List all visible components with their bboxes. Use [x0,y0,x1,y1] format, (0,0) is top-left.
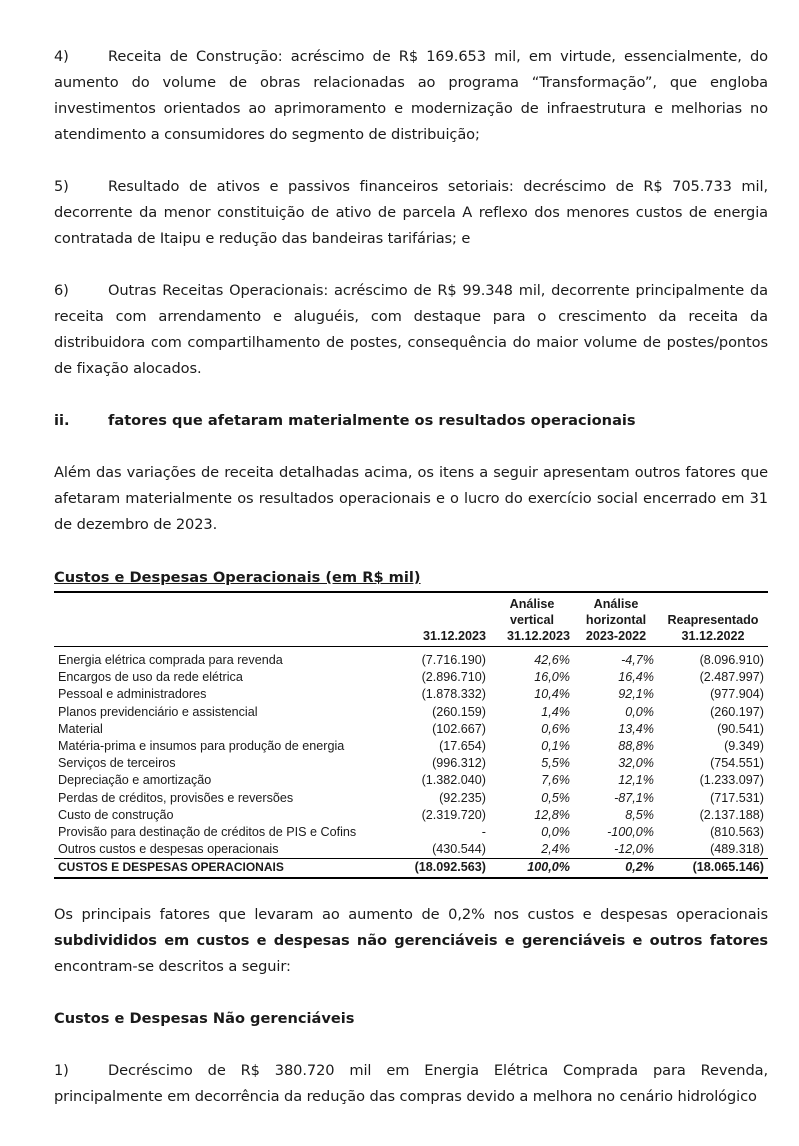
table-row [54,738,768,755]
paragraph-item-6 [54,278,768,382]
table-row [54,704,768,721]
value-2022: (1.233.097) [699,773,764,788]
horizontal-pct: 13,4% [618,721,654,736]
horizontal-pct: 0,0% [625,704,654,719]
total-vertical-pct: 100,0% [490,859,574,878]
value-2022: (260.197) [710,704,764,719]
document-page [54,44,768,1110]
header-vertical-analysis: Análise vertical 31.12.2023 [490,592,574,647]
horizontal-pct: -87,1% [614,790,654,805]
header-description [54,592,396,647]
row-label: Perdas de créditos, provisões e reversões [58,790,294,805]
row-label: Matéria-prima e insumos para produção de energia [58,739,345,754]
value-2023: (92.235) [439,790,486,805]
row-label: Material [58,721,103,736]
item-text: Outras Receitas Operacionais: acréscimo de R$ 99.348 mil, decorrente principalmente da receita com arrendamento e aluguéis, com destaque para o crescimento da receita da distribuidora com compartilhamento de postes, consequência do maior volume de postes/pontos de fixação alocados. [54,282,768,377]
total-value-2023: (18.092.563) [396,859,490,878]
value-2023: (2.319.720) [421,807,486,822]
table-row [54,669,768,686]
horizontal-pct: 92,1% [618,687,654,702]
row-label: Pessoal e administradores [58,687,207,702]
total-value-2022: (18.065.146) [658,859,768,878]
vertical-pct: 0,6% [541,721,570,736]
item-number: 4) [54,48,69,65]
row-label: Encargos de uso da rede elétrica [58,670,243,685]
intro-paragraph: Além das variações de receita detalhadas acima, os itens a seguir apresentam outros fatores que afetaram materialmente os resultados operacionais e o lucro do exercício social encerrado em 31 de dezembro de 2023. [54,464,768,533]
value-2022: (717.531) [710,790,764,805]
value-2023: (1.878.332) [421,687,486,702]
header-2023: 31.12.2023 [396,592,490,647]
paragraph-cost-item-1 [54,1058,768,1110]
section-heading [54,408,768,434]
bold-phrase: subdivididos em custos e despesas não gerenciáveis e gerenciáveis e outros fatores [54,931,768,949]
value-2023: (996.312) [432,756,486,771]
table-title: Custos e Despesas Operacionais (em R$ mil) [54,569,421,586]
item-number: 5) [54,178,69,195]
row-label: Provisão para destinação de créditos de PIS e Cofins [58,825,357,840]
table-row [54,755,768,772]
section-title: fatores que afetaram materialmente os resultados operacionais [108,412,636,429]
table-row [54,772,768,789]
horizontal-pct: -100,0% [607,825,654,840]
horizontal-pct: 32,0% [618,756,654,771]
sub-heading: Custos e Despesas Não gerenciáveis [54,1009,355,1027]
value-2022: (754.551) [710,756,764,771]
value-2022: (90.541) [717,721,764,736]
header-horizontal-analysis: Análise horizontal 2023-2022 [574,592,658,647]
vertical-pct: 42,6% [534,653,570,667]
value-2023: (430.544) [432,842,486,857]
value-2023: (2.896.710) [421,670,486,685]
paragraph-item-5 [54,174,768,252]
row-label: Energia elétrica comprada para revenda [58,653,283,667]
vertical-pct: 16,0% [534,670,570,685]
horizontal-pct: 16,4% [618,670,654,685]
vertical-pct: 0,0% [541,825,570,840]
table-row [54,824,768,841]
header-restated-2022: Reapresentado 31.12.2022 [658,592,768,647]
total-horizontal-pct: 0,2% [574,859,658,878]
item-text: Resultado de ativos e passivos financeiros setoriais: decréscimo de R$ 705.733 mil, decorrente da menor constituição de ativo de parcela A reflexo dos menores custos de energia contratada de Itaipu e redução das bandeiras tarifárias; e [54,178,768,247]
horizontal-pct: 12,1% [618,773,654,788]
table-header-row [54,592,768,647]
row-label: Serviços de terceiros [58,756,176,771]
paragraph-item-4 [54,44,768,148]
costs-table [54,591,768,879]
table-row [54,841,768,859]
value-2023: (1.382.040) [421,773,486,788]
row-label: Outros custos e despesas operacionais [58,842,279,857]
total-row-label: CUSTOS E DESPESAS OPERACIONAIS [54,859,396,878]
section-number: ii. [54,412,70,429]
vertical-pct: 7,6% [541,773,570,788]
value-2022: (2.137.188) [699,807,764,822]
item-number: 6) [54,282,69,299]
value-2023: (17.654) [439,739,486,754]
vertical-pct: 10,4% [534,687,570,702]
value-2022: (489.318) [710,842,764,857]
vertical-pct: 2,4% [541,842,570,857]
item-text: Decréscimo de R$ 380.720 mil em Energia Elétrica Comprada para Revenda, principalmente em decorrência da redução das compras devido a melhora no cenário hidrológico [54,1061,768,1105]
table-row [54,686,768,703]
value-2022: (9.349) [724,739,764,754]
value-2023: (102.667) [432,721,486,736]
item-text: Receita de Construção: acréscimo de R$ 169.653 mil, em virtude, essencialmente, do aumento do volume de obras relacionadas ao programa “Transformação”, que engloba investimentos orientados ao aprimoramento e modernização de infraestrutura e melhorias no atendimento a consumidores do segmento de distribuição; [54,48,768,143]
horizontal-pct: -4,7% [621,653,654,667]
vertical-pct: 5,5% [541,756,570,771]
value-2022: (977.904) [710,687,764,702]
row-label: Depreciação e amortização [58,773,212,788]
table-row [54,647,768,670]
value-2022: (2.487.997) [699,670,764,685]
value-2023: (260.159) [432,704,486,719]
table-row [54,807,768,824]
value-2022: (810.563) [710,825,764,840]
vertical-pct: 12,8% [534,807,570,822]
horizontal-pct: 8,5% [625,807,654,822]
table-row [54,790,768,807]
table-body [54,647,768,878]
vertical-pct: 0,5% [541,790,570,805]
table-row [54,721,768,738]
value-2022: (8.096.910) [699,653,764,667]
vertical-pct: 1,4% [541,704,570,719]
value-2023: (7.716.190) [421,653,486,667]
factors-paragraph: Os principais fatores que levaram ao aumento de 0,2% nos custos e despesas operacionais subdivididos em custos e despesas não gerenciáveis e gerenciáveis e outros fatores encontram-se descritos a seguir: [54,905,768,975]
row-label: Planos previdenciário e assistencial [58,704,258,719]
table-total-row [54,859,768,878]
vertical-pct: 0,1% [541,739,570,754]
value-2023: - [481,825,486,840]
horizontal-pct: 88,8% [618,739,654,754]
item-number: 1) [54,1061,69,1079]
row-label: Custo de construção [58,807,174,822]
horizontal-pct: -12,0% [614,842,654,857]
